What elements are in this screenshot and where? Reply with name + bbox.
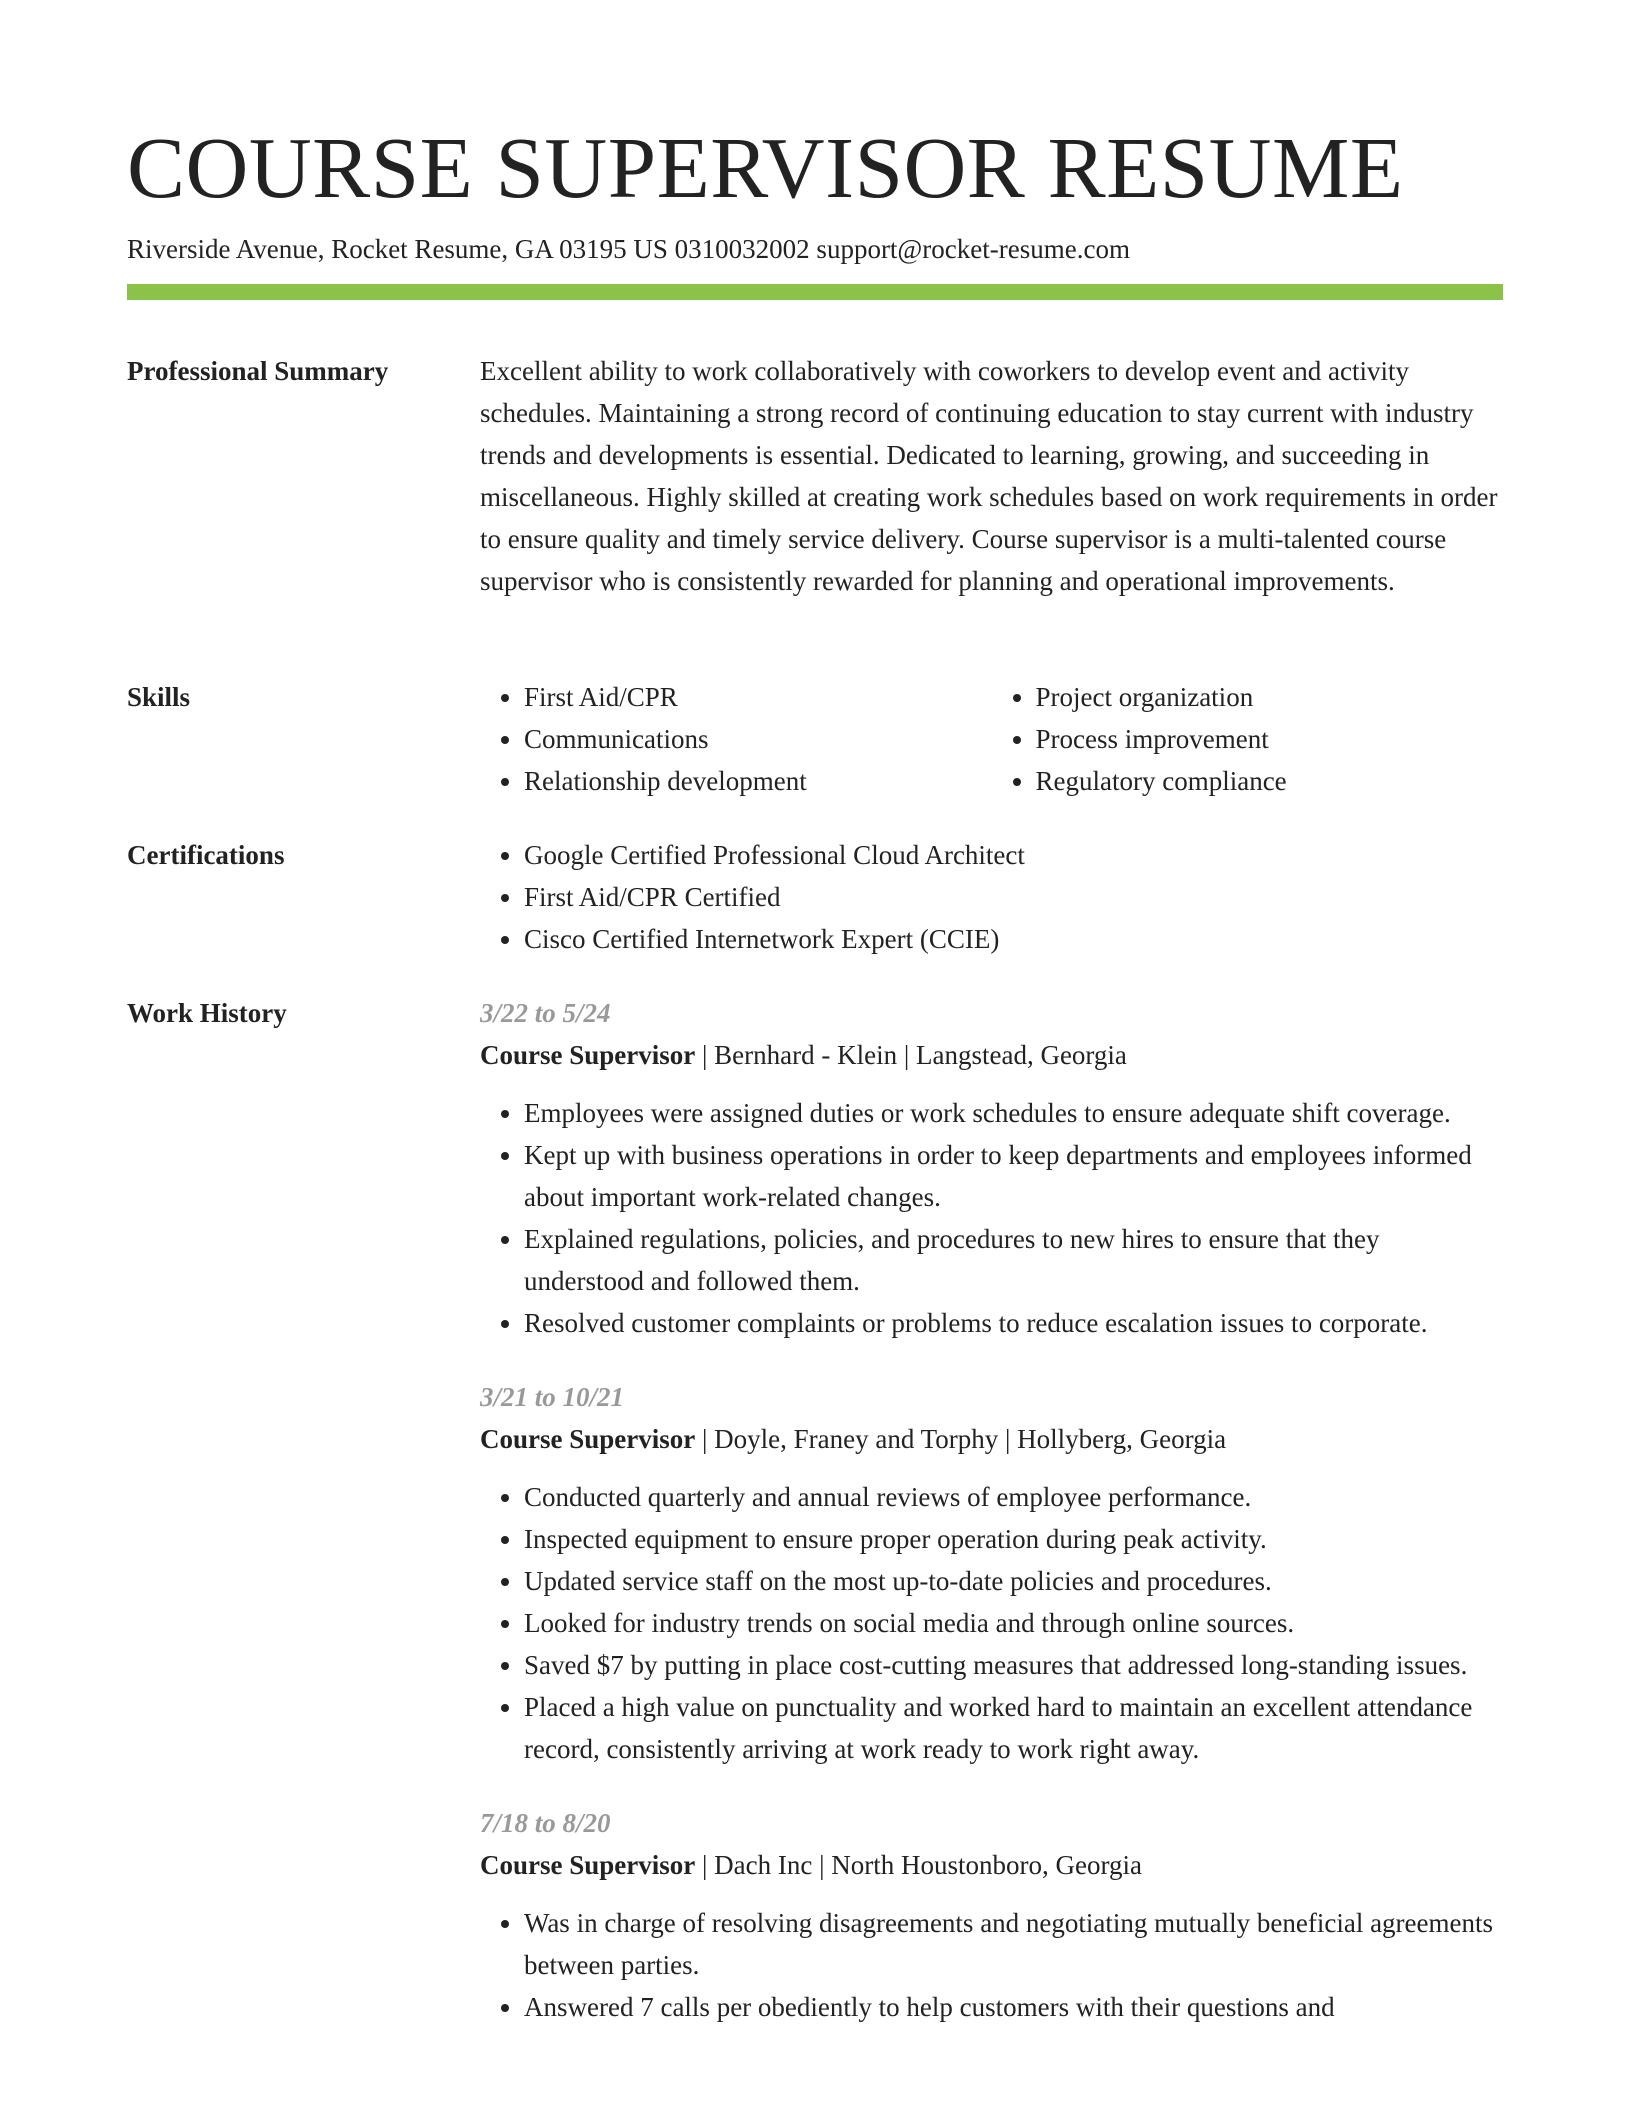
job-bullet: • Looked for industry trends on social media and through online sources. xyxy=(524,1602,1503,1644)
job-title: Course Supervisor xyxy=(480,1850,696,1880)
skill-item: • Process improvement xyxy=(1036,718,1504,760)
skills-label: Skills xyxy=(127,682,191,712)
summary-text: Excellent ability to work collaboratively with coworkers to develop event and activity schedules. Maintaining a strong record of continuing education to stay current with industry trends and developments is essential. Dedicated to learning, growing, and succeeding in miscellaneous. Highly skilled at creating work schedules based on work requirements in order to ensure quality and timely service delivery. Course supervisor is a multi-talented course supervisor who is consistently rewarded for planning and operational improvements. xyxy=(480,356,1498,596)
job-bullets xyxy=(480,1476,1503,1770)
job-dates: 7/18 to 8/20 xyxy=(480,1808,611,1838)
skill-item: • Project organization xyxy=(1036,676,1504,718)
certification-item: • Google Certified Professional Cloud Architect xyxy=(524,834,1503,876)
job-details: | Bernhard - Klein | Langstead, Georgia xyxy=(695,1040,1127,1070)
job-bullet: • Updated service staff on the most up-to-date policies and procedures. xyxy=(524,1560,1503,1602)
job-bullet: • Employees were assigned duties or work schedules to ensure adequate shift coverage. xyxy=(524,1092,1503,1134)
job-entry xyxy=(480,1376,1503,1770)
header-divider xyxy=(127,284,1503,300)
certifications-list xyxy=(480,834,1503,960)
skill-item: • Communications xyxy=(524,718,992,760)
page-title: COURSE SUPERVISOR RESUME xyxy=(127,119,1404,216)
job-bullet: • Placed a high value on punctuality and worked hard to maintain an excellent attendance record, consistently arriving at work ready to work right away. xyxy=(524,1686,1503,1770)
certifications-label: Certifications xyxy=(127,840,285,870)
contact-line: Riverside Avenue, Rocket Resume, GA 03195 US 0310032002 support@rocket-resume.com xyxy=(127,234,1130,264)
work-history-label: Work History xyxy=(127,998,287,1028)
skill-item: • Relationship development xyxy=(524,760,992,802)
job-entry xyxy=(480,1802,1503,2028)
summary-label: Professional Summary xyxy=(127,356,389,386)
job-bullet: • Inspected equipment to ensure proper operation during peak activity. xyxy=(524,1518,1503,1560)
job-bullet: • Conducted quarterly and annual reviews of employee performance. xyxy=(524,1476,1503,1518)
job-bullet: • Saved $7 by putting in place cost-cutting measures that addressed long-standing issues. xyxy=(524,1644,1503,1686)
job-title: Course Supervisor xyxy=(480,1040,696,1070)
job-details: | Dach Inc | North Houstonboro, Georgia xyxy=(695,1850,1142,1880)
job-bullets xyxy=(480,1902,1503,2028)
skill-item: • First Aid/CPR xyxy=(524,676,992,718)
skill-item: • Regulatory compliance xyxy=(1036,760,1504,802)
skills-list-left xyxy=(480,676,992,802)
job-dates: 3/21 to 10/21 xyxy=(480,1382,625,1412)
job-bullet: • Kept up with business operations in order to keep departments and employees informed about important work-related changes. xyxy=(524,1134,1503,1218)
job-role-line xyxy=(480,1844,1503,1886)
job-entry xyxy=(480,992,1503,1344)
job-bullets xyxy=(480,1092,1503,1344)
job-bullet: • Resolved customer complaints or problems to reduce escalation issues to corporate. xyxy=(524,1302,1503,1344)
job-bullet: • Was in charge of resolving disagreements and negotiating mutually beneficial agreements between parties. xyxy=(524,1902,1503,1986)
job-role-line xyxy=(480,1034,1503,1076)
job-details: | Doyle, Franey and Torphy | Hollyberg, Georgia xyxy=(695,1424,1227,1454)
certification-item: • First Aid/CPR Certified xyxy=(524,876,1503,918)
job-bullet: • Answered 7 calls per obediently to help customers with their questions and xyxy=(524,1986,1503,2028)
job-dates: 3/22 to 5/24 xyxy=(480,998,611,1028)
certification-item: • Cisco Certified Internetwork Expert (CCIE) xyxy=(524,918,1503,960)
job-bullet: • Explained regulations, policies, and procedures to new hires to ensure that they understood and followed them. xyxy=(524,1218,1503,1302)
job-title: Course Supervisor xyxy=(480,1424,696,1454)
job-role-line xyxy=(480,1418,1503,1460)
skills-list-right xyxy=(992,676,1504,802)
